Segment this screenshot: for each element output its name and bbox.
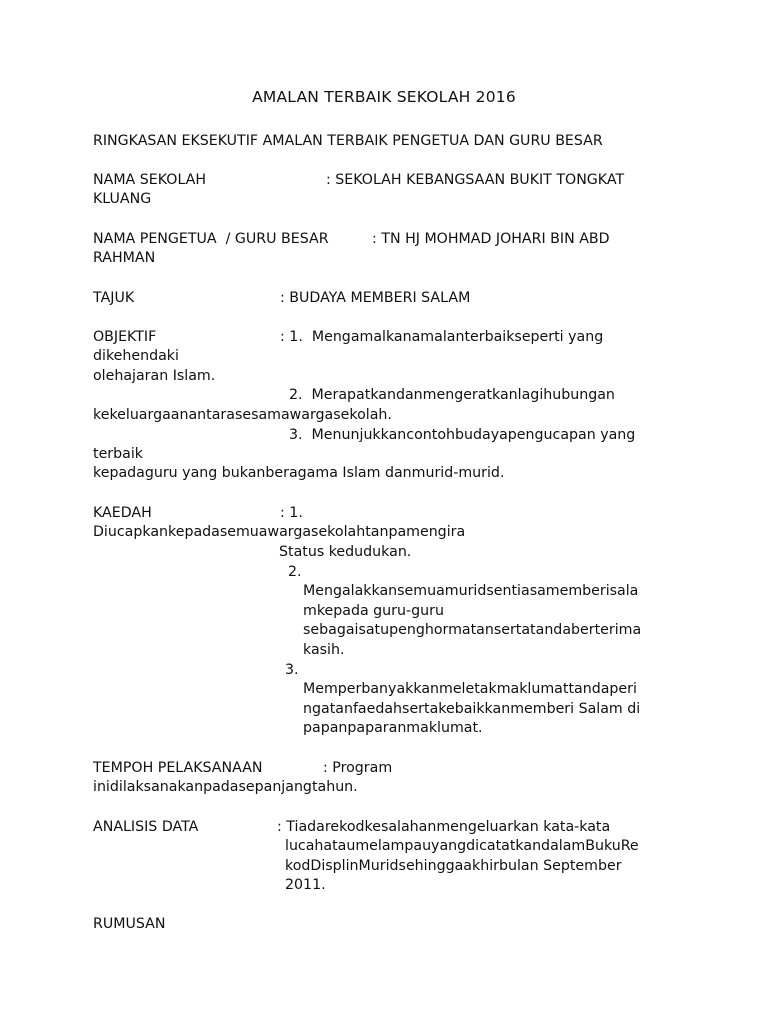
- document-subtitle: RINGKASAN EKSEKUTIF AMALAN TERBAIK PENGETUA DAN GURU BESAR: [93, 133, 603, 149]
- kaedah-line: 3.: [285, 662, 299, 678]
- objektif-line: terbaik: [93, 446, 143, 462]
- document-title: AMALAN TERBAIK SEKOLAH 2016: [252, 88, 516, 106]
- principal-value-cont: RAHMAN: [93, 250, 156, 266]
- rumusan-label: RUMUSAN: [93, 916, 166, 932]
- kaedah-line: : 1.: [280, 505, 303, 521]
- kaedah-label: KAEDAH: [93, 505, 152, 521]
- objektif-line: olehajaran Islam.: [93, 368, 216, 384]
- school-value-cont: KLUANG: [93, 191, 152, 207]
- analisis-line: : Tiadarekodkesalahanmengeluarkan kata-kata: [277, 819, 611, 835]
- objektif-label: OBJEKTIF: [93, 329, 157, 345]
- objektif-line: dikehendaki: [93, 348, 179, 364]
- tempoh-value-cont: inidilaksanakanpadasepanjangtahun.: [93, 779, 358, 795]
- kaedah-line: sebagaisatupenghormatansertatandaberterima: [303, 622, 642, 638]
- tajuk-label: TAJUK: [93, 290, 135, 306]
- school-value: : SEKOLAH KEBANGSAAN BUKIT TONGKAT: [326, 172, 625, 188]
- analisis-line: 2011.: [285, 877, 326, 893]
- kaedah-line: Memperbanyakkanmeletakmaklumattandaperi: [303, 681, 637, 697]
- kaedah-line: 2.: [288, 564, 302, 580]
- school-label: NAMA SEKOLAH: [93, 172, 207, 188]
- kaedah-line: papanpaparanmaklumat.: [303, 720, 483, 736]
- analisis-line: kodDisplinMuridsehinggaakhirbulan September: [285, 858, 622, 874]
- analisis-label: ANALISIS DATA: [93, 819, 199, 835]
- kaedah-line: Status kedudukan.: [279, 544, 412, 560]
- objektif-line: kekeluargaanantarasesamawargasekolah.: [93, 407, 392, 423]
- kaedah-line: Diucapkankepadasemuawargasekolahtanpamengira: [93, 524, 466, 540]
- kaedah-line: ngatanfaedahsertakebaikkanmemberi Salam di: [303, 701, 641, 717]
- principal-label: NAMA PENGETUA / GURU BESAR: [93, 231, 329, 247]
- principal-value: : TN HJ MOHMAD JOHARI BIN ABD: [372, 231, 610, 247]
- kaedah-line: kasih.: [303, 642, 345, 658]
- tajuk-value: : BUDAYA MEMBERI SALAM: [280, 290, 471, 306]
- objektif-line: 3. Menunjukkancontohbudayapengucapan yang: [289, 427, 636, 443]
- objektif-line: kepadaguru yang bukanberagama Islam danmurid-murid.: [93, 465, 505, 481]
- analisis-line: lucahataumelampauyangdicatatkandalamBukuRe: [285, 838, 639, 854]
- kaedah-line: mkepada guru-guru: [303, 603, 444, 619]
- objektif-line: 2. Merapatkandanmengeratkanlagihubungan: [289, 387, 615, 403]
- tempoh-label: TEMPOH PELAKSANAAN: [93, 760, 263, 776]
- kaedah-line: Mengalakkansemuamuridsentiasamemberisala: [303, 583, 639, 599]
- objektif-line: : 1. Mengamalkanamalanterbaikseperti yang: [280, 329, 604, 345]
- tempoh-value: : Program: [323, 760, 393, 776]
